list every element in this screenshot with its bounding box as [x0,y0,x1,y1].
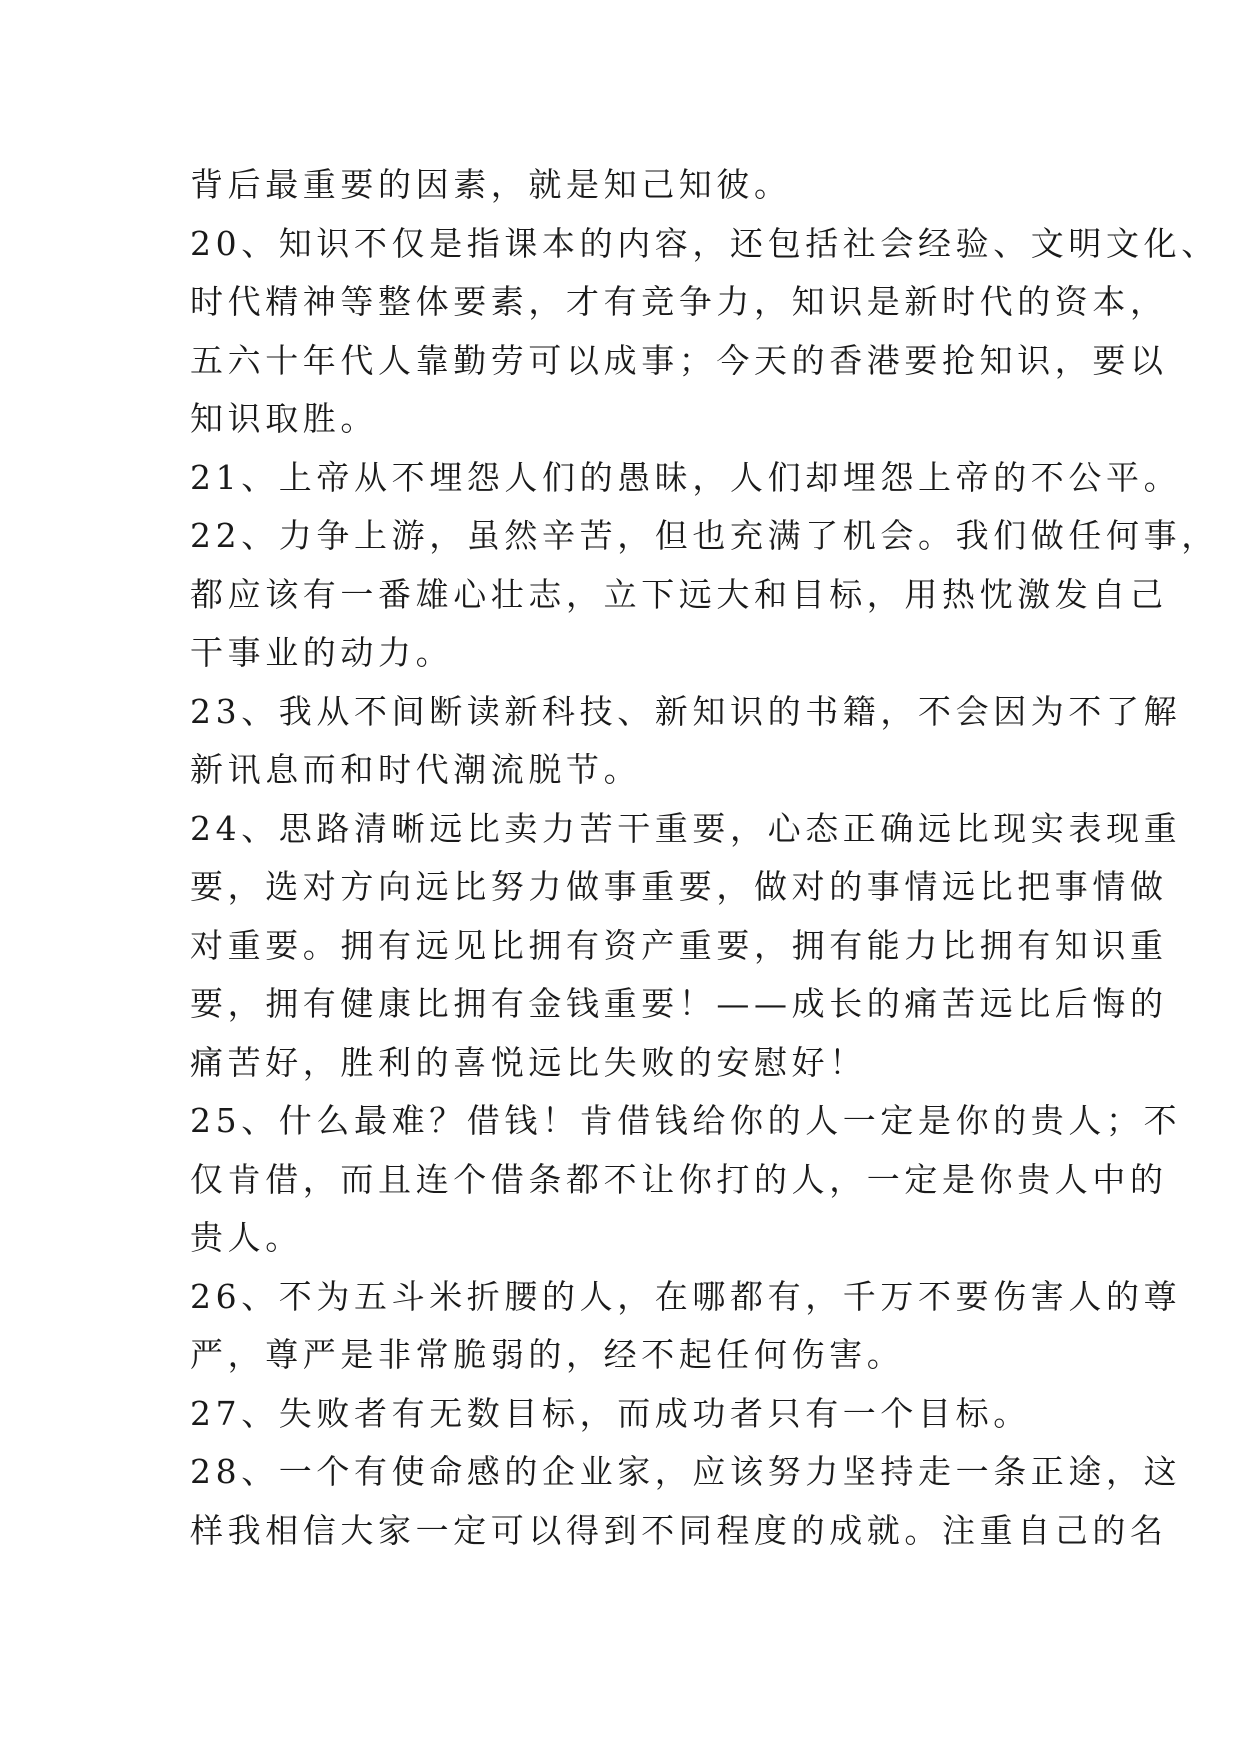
text-line: 新讯息而和时代潮流脱节。 [190,750,642,789]
text-line: 知识取胜。 [190,399,378,438]
text-line: 样我相信大家一定可以得到不同程度的成就。注重自己的名 [190,1510,1168,1550]
text-line: 都应该有一番雄心壮志，立下远大和目标，用热忱激发自己 [190,574,1168,614]
text-line: 干事业的动力。 [190,633,454,672]
text-line: 背后最重要的因素，就是知己知彼。 [190,165,792,204]
text-line: 25、什么最难？借钱！肯借钱给你的人一定是你的贵人；不 [190,1101,1182,1140]
text-line: 28、一个有使命感的企业家，应该努力坚持走一条正途，这 [190,1452,1182,1491]
text-line: 对重要。拥有远见比拥有资产重要，拥有能力比拥有知识重 [190,925,1168,965]
text-line: 22、力争上游，虽然辛苦，但也充满了机会。我们做任何事， [190,516,1219,555]
text-line: 贵人。 [190,1218,303,1257]
text-line: 仅肯借，而且连个借条都不让你打的人，一定是你贵人中的 [190,1159,1168,1199]
text-line: 五六十年代人靠勤劳可以成事；今天的香港要抢知识，要以 [190,340,1168,380]
text-line: 时代精神等整体要素，才有竞争力，知识是新时代的资本， [190,282,1168,321]
text-line: 痛苦好，胜利的喜悦远比失败的安慰好！ [190,1042,867,1082]
text-line: 要，选对方向远比努力做事重要，做对的事情远比把事情做 [190,867,1168,906]
text-line: 严，尊严是非常脆弱的，经不起任何伤害。 [190,1335,905,1374]
text-line: 要，拥有健康比拥有金钱重要！——成长的痛苦远比后悔的 [190,984,1168,1023]
document-body [190,156,1219,1560]
text-line: 20、知识不仅是指课本的内容，还包括社会经验、文明文化、 [190,223,1219,263]
text-line: 24、思路清晰远比卖力苦干重要，心态正确远比现实表现重 [190,808,1182,848]
text-line: 27、失败者有无数目标，而成功者只有一个目标。 [190,1393,1031,1433]
text-line: 23、我从不间断读新科技、新知识的书籍，不会因为不了解 [190,691,1182,731]
text-line: 21、上帝从不埋怨人们的愚昧，人们却埋怨上帝的不公平。 [190,457,1182,497]
text-line: 26、不为五斗米折腰的人，在哪都有，千万不要伤害人的尊 [190,1276,1182,1316]
